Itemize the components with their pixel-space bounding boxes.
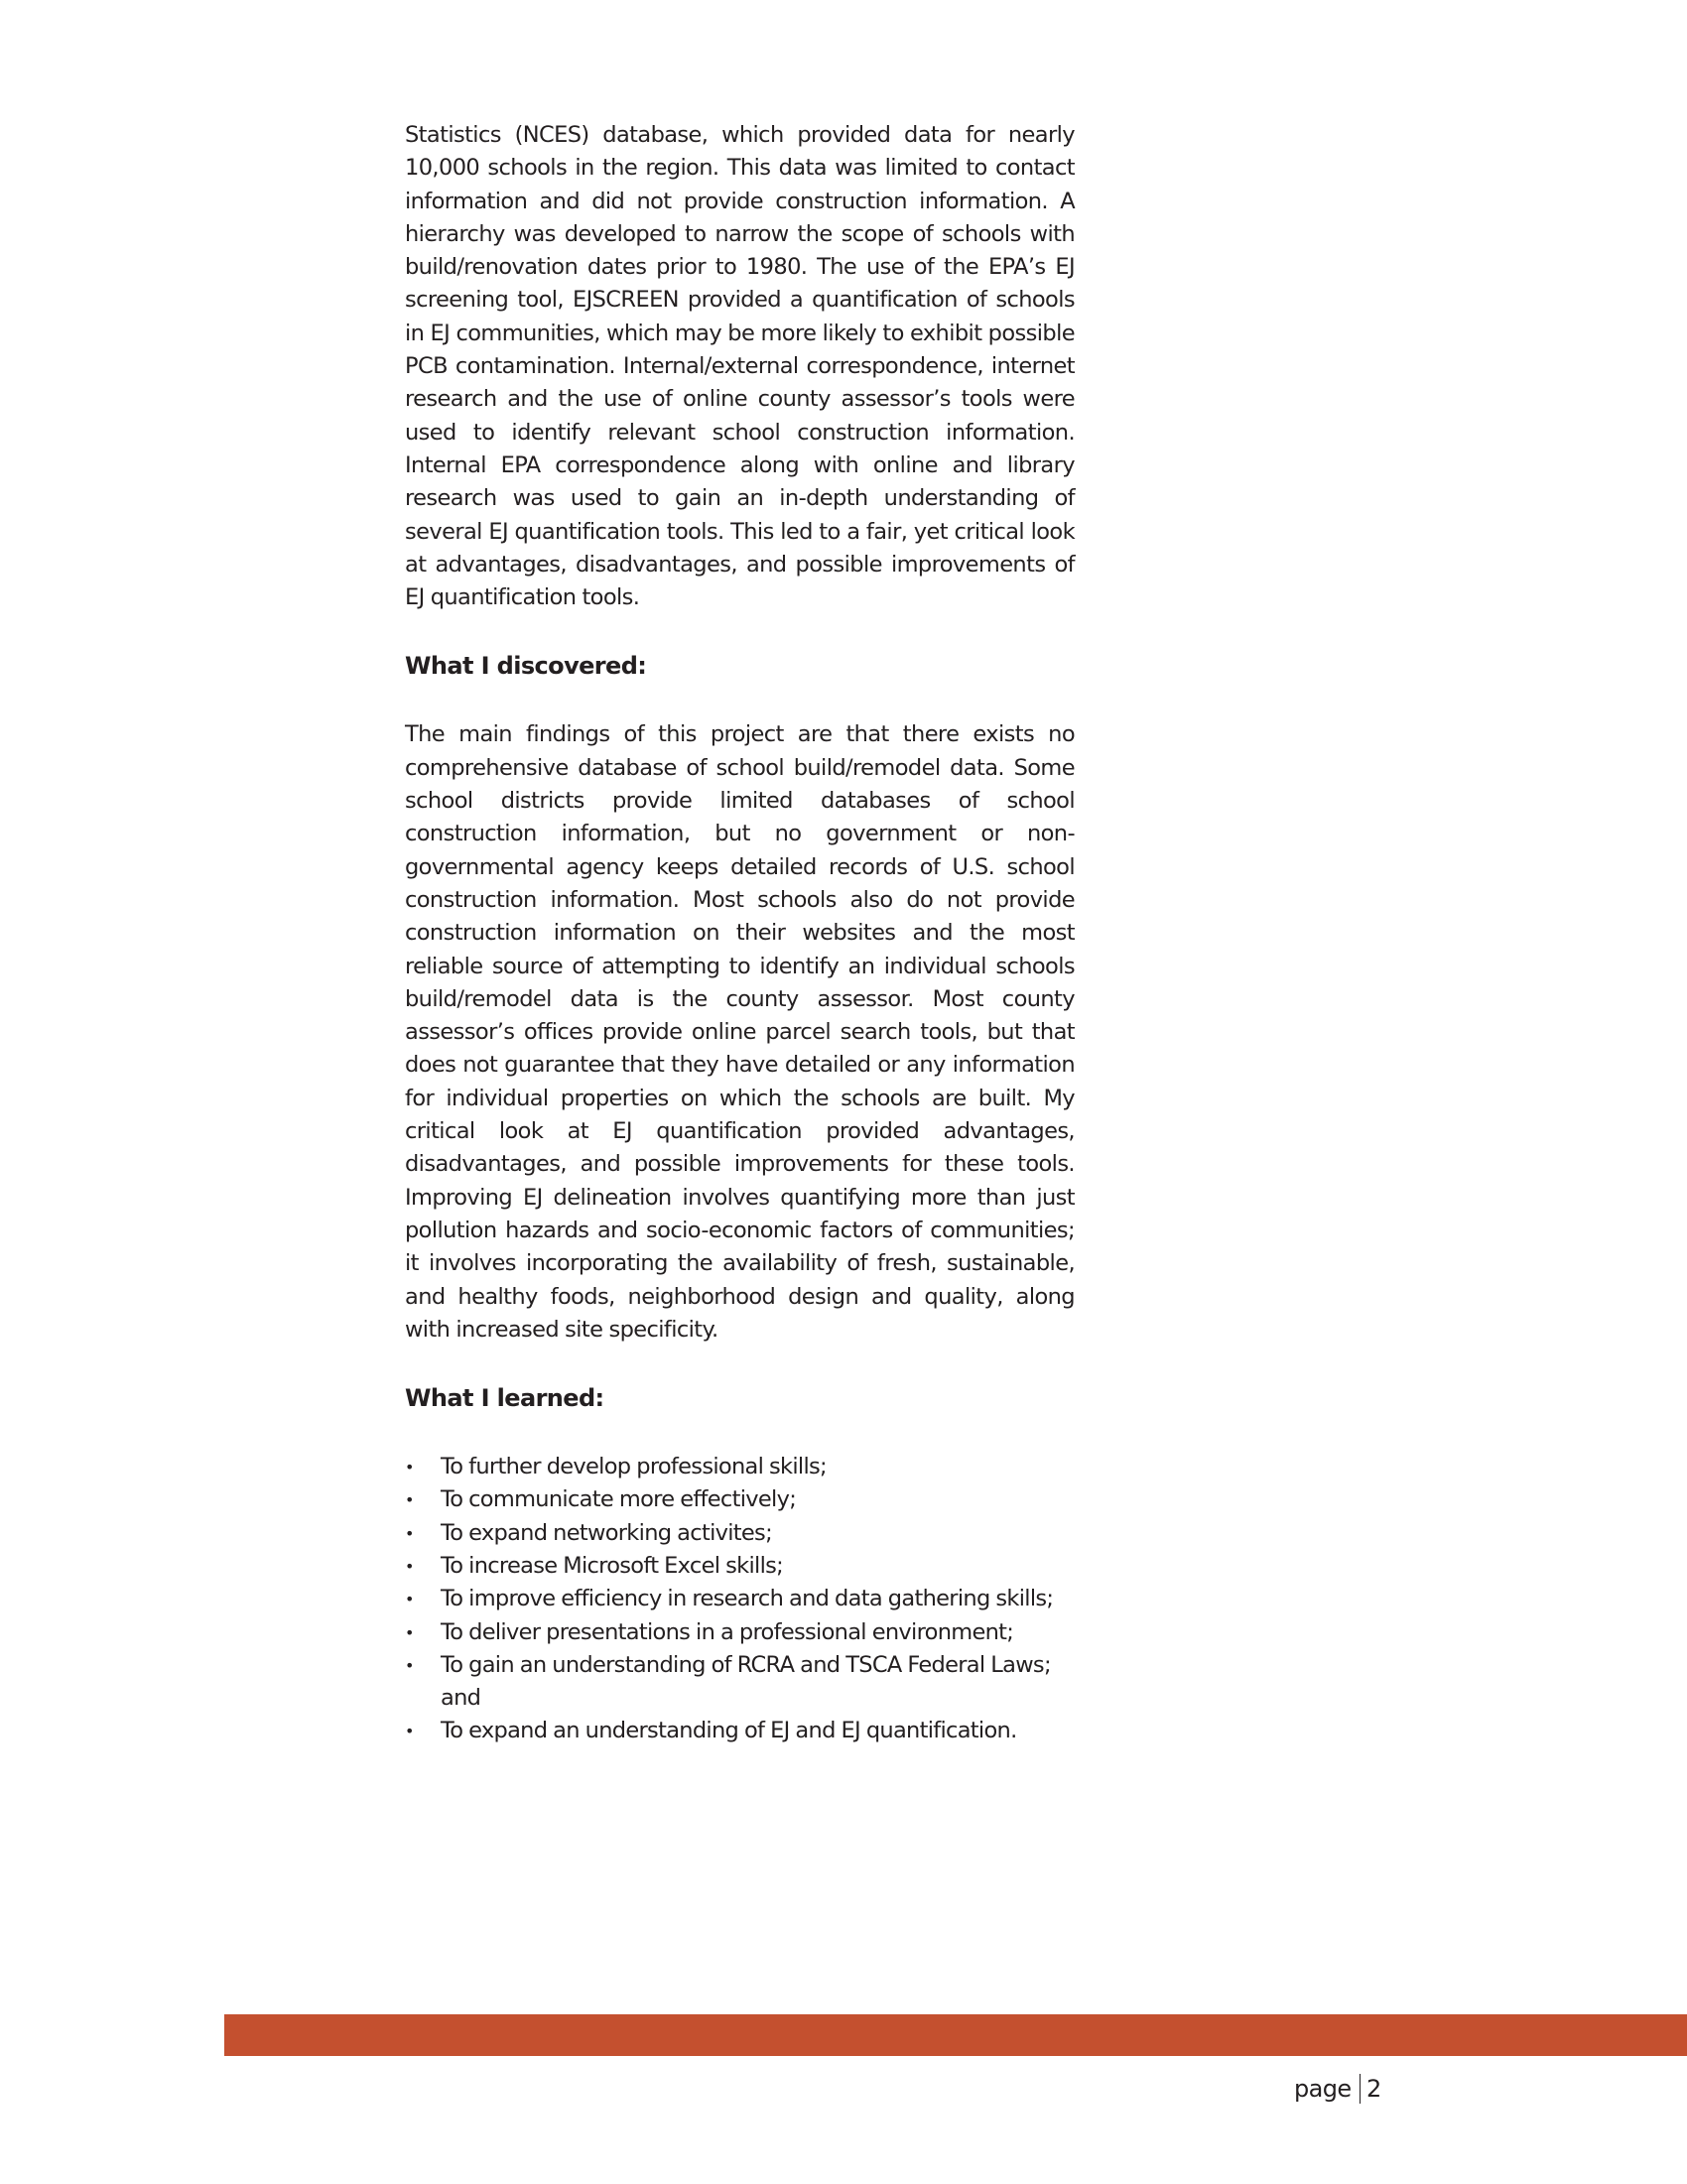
learned-list [405,1451,1075,1748]
list-item-text: To expand networking activites; [441,1519,772,1546]
bullet-icon: • [405,1655,414,1675]
list-item-text: To deliver presentations in a professional environment; [441,1618,1014,1645]
page-separator [1360,2074,1362,2104]
list-item-text: To communicate more effectively; [441,1486,797,1513]
page-number [1294,2074,1381,2104]
page-label: page [1294,2075,1352,2103]
bullet-icon: • [405,1458,414,1477]
footer-accent-bar [224,2014,1687,2056]
list-item [405,1451,1076,1483]
list-item-text: To increase Microsoft Excel skills; [441,1552,784,1579]
list-item-text: To expand an understanding of EJ and EJ quantification. [441,1718,1017,1744]
bullet-icon: • [405,1556,414,1576]
intro-paragraph: Statistics (NCES) database, which provided data for nearly 10,000 schools in the region. This data was limited to contact information and did not provide construction information. A hierarchy was developed to narrow the scope of schools with build/renovation dates prior to 1980. The use of the EPA’s EJ screening tool, EJSCREEN provided a quantification of schools in EJ communities, which may be more likely to exhibit possible PCB contamination. Internal/external correspondence, internet research and the use of online county assessor’s tools were used to identify relevant school construction information. Internal EPA correspondence along with online and library research was used to gain an in-depth understanding of several EJ quantification tools. This led to a fair, yet critical look at advantages, disadvantages, and possible improvements of EJ quantification tools. [405,122,1075,611]
bullet-icon: • [405,1590,414,1609]
list-item-text: To further develop professional skills; [441,1454,827,1480]
discovered-paragraph: The main findings of this project are that there exists no comprehensive database of school build/remodel data. Some school districts provide limited databases of school construction information, but no government or non-governmental agency keeps detailed records of U.S. school construction information. Most schools also do not provide construction information on their websites and the most reliable source of attempting to identify an individual schools build/remodel data is the county assessor. Most county assessor’s offices provide online parcel search tools, but that does not guarantee that they have detailed or any information for individual properties on which the schools are built. My critical look at EJ quantification provided advantages, disadvantages, and possible improvements for these tools. Improving EJ delineation involves quantifying more than just pollution hazards and socio-economic factors of communities; it involves incorporating the availability of fresh, sustainable, and healthy foods, neighborhood design and quality, along with increased site specificity. [405,721,1075,1343]
bullet-icon: • [405,1722,414,1741]
list-item [405,1715,1076,1747]
list-item [405,1483,1076,1516]
list-item [405,1649,1076,1716]
list-item [405,1616,1076,1649]
section-heading-discovered: What I discovered: [405,652,647,681]
list-item-text: To improve efficiency in research and data gathering skills; [441,1586,1054,1612]
bullet-icon: • [405,1622,414,1642]
page-number-value: 2 [1366,2075,1381,2103]
bullet-icon: • [405,1523,414,1543]
text-column [405,119,1075,1748]
list-item [405,1583,1076,1615]
list-item [405,1550,1076,1583]
list-item-text: To gain an understanding of RCRA and TSCA Federal Laws; and [441,1651,1051,1712]
bullet-icon: • [405,1490,414,1510]
section-heading-learned: What I learned: [405,1384,604,1413]
list-item [405,1517,1076,1550]
